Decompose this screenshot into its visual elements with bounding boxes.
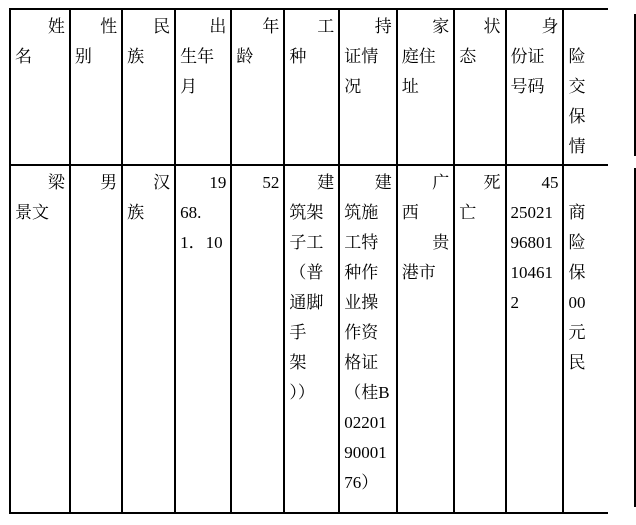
cell-line: 家 bbox=[432, 17, 450, 36]
table-header-row bbox=[10, 9, 635, 165]
cell-line: （桂B bbox=[344, 383, 390, 402]
cell-line: 姓 bbox=[47, 17, 65, 36]
header-cell-id-number bbox=[506, 9, 564, 165]
data-cell-insurance bbox=[563, 165, 635, 513]
personnel-info-table bbox=[9, 8, 636, 514]
cell-line: 号码 bbox=[510, 77, 545, 96]
header-cell-gender bbox=[70, 9, 122, 165]
cell-line: 险 bbox=[568, 47, 586, 66]
cell-line: 庭住 bbox=[401, 47, 436, 66]
cell-line: 族 bbox=[127, 47, 145, 66]
data-cell-status bbox=[454, 165, 505, 513]
cell-line: 商 bbox=[568, 203, 586, 222]
cell-line: 种作 bbox=[344, 263, 379, 282]
cell-line: 态 bbox=[459, 47, 477, 66]
cell-line: 10461 bbox=[510, 263, 554, 282]
cell-line: 交 bbox=[568, 77, 586, 96]
cell-line: 通脚 bbox=[289, 293, 324, 312]
cell-line: 96801 bbox=[510, 233, 554, 252]
cell-line: 保 bbox=[568, 107, 586, 126]
cell-line: 广 bbox=[432, 173, 450, 192]
data-cell-id-number bbox=[506, 165, 564, 513]
cell-line: 港市 bbox=[401, 263, 436, 282]
cell-line: （普 bbox=[289, 263, 324, 282]
cell-line: 手 bbox=[289, 323, 307, 342]
cell-line: 址 bbox=[401, 77, 419, 96]
cell-line: 筑施 bbox=[344, 203, 379, 222]
data-cell-birth-date bbox=[175, 165, 231, 513]
cell-line: 西 bbox=[401, 203, 419, 222]
cell-line: 2 bbox=[510, 293, 520, 312]
cell-line: 景文 bbox=[15, 203, 49, 222]
cell-line: 持 bbox=[374, 17, 392, 36]
header-cell-home-address bbox=[397, 9, 454, 165]
cell-line: 别 bbox=[74, 47, 92, 66]
cell-line: 男 bbox=[100, 173, 118, 192]
cell-line: 工特 bbox=[344, 233, 379, 252]
cell-line: 种 bbox=[289, 47, 307, 66]
cell-line: 元 bbox=[568, 323, 586, 342]
table-data-row bbox=[10, 165, 635, 513]
header-cell-certificate bbox=[339, 9, 397, 165]
header-cell-work-type bbox=[284, 9, 339, 165]
cell-line: 月 bbox=[180, 77, 198, 96]
cell-line: 建 bbox=[317, 173, 335, 192]
data-cell-gender bbox=[70, 165, 122, 513]
data-cell-ethnicity bbox=[122, 165, 175, 513]
clipped-border-cover-bottom bbox=[608, 507, 636, 525]
cell-line: 筑架 bbox=[289, 203, 324, 222]
cell-line: 险 bbox=[568, 233, 586, 252]
cell-line: 出 bbox=[209, 17, 227, 36]
clipped-border-cover-top bbox=[608, 0, 636, 14]
cell-line: 52 bbox=[262, 173, 280, 192]
cell-line: 年 bbox=[262, 17, 280, 36]
cell-line: ）） bbox=[289, 383, 315, 402]
cell-line: 25021 bbox=[510, 203, 554, 222]
cell-line: 状 bbox=[483, 17, 501, 36]
cell-line: 死 bbox=[483, 173, 501, 192]
header-cell-age bbox=[231, 9, 284, 165]
data-cell-name bbox=[10, 165, 70, 513]
header-cell-ethnicity bbox=[122, 9, 175, 165]
cell-line: 工 bbox=[317, 17, 335, 36]
cell-line: 1．10 bbox=[180, 233, 223, 252]
data-cell-age bbox=[231, 165, 284, 513]
cell-line bbox=[568, 168, 630, 198]
data-cell-certificate bbox=[339, 165, 397, 513]
cell-line: 子工 bbox=[289, 233, 324, 252]
clipped-border-cover-middle bbox=[608, 156, 636, 168]
cell-line: 68. bbox=[180, 203, 202, 222]
cell-line: 性 bbox=[100, 17, 118, 36]
cell-line: 业操 bbox=[344, 293, 379, 312]
cell-line: 00 bbox=[568, 293, 586, 312]
cell-line: 汉 bbox=[153, 173, 171, 192]
cell-line: 身 bbox=[541, 17, 559, 36]
cell-line: 45 bbox=[541, 173, 559, 192]
header-cell-name bbox=[10, 9, 70, 165]
data-cell-home-address bbox=[397, 165, 454, 513]
cell-line bbox=[568, 12, 630, 42]
header-cell-birth-date bbox=[175, 9, 231, 165]
header-cell-insurance bbox=[563, 9, 635, 165]
cell-line: 证情 bbox=[344, 47, 379, 66]
cell-line: 90001 bbox=[344, 443, 387, 462]
header-cell-status bbox=[454, 9, 505, 165]
cell-line: 况 bbox=[344, 77, 362, 96]
cell-line: 格证 bbox=[344, 353, 379, 372]
cell-line: 份证 bbox=[510, 47, 545, 66]
cell-line: 生年 bbox=[180, 47, 215, 66]
cell-line: 亡 bbox=[459, 203, 477, 222]
cell-line: 民 bbox=[568, 353, 586, 372]
cell-line: 19 bbox=[209, 173, 227, 192]
cell-line: 保 bbox=[568, 263, 586, 282]
cell-line: 梁 bbox=[47, 173, 65, 192]
cell-line: 贵 bbox=[432, 233, 450, 252]
cell-line: 作资 bbox=[344, 323, 379, 342]
cell-line: 族 bbox=[127, 203, 145, 222]
cell-line: 龄 bbox=[236, 47, 254, 66]
cell-line: 02201 bbox=[344, 413, 387, 432]
data-cell-work-type bbox=[284, 165, 339, 513]
cell-line: 建 bbox=[374, 173, 392, 192]
cell-line: 情 bbox=[568, 137, 586, 156]
cell-line: 架 bbox=[289, 353, 307, 372]
cell-line: 76） bbox=[344, 473, 379, 492]
cell-line: 民 bbox=[153, 17, 171, 36]
cell-line: 名 bbox=[15, 47, 32, 66]
